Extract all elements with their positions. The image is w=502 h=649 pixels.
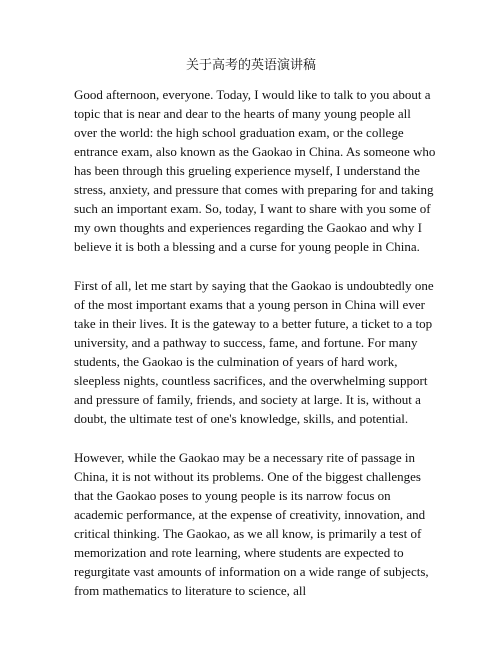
paragraph-importance: First of all, let me start by saying that the Gaokao is undoubtedly one of the most important exams that a young person in China will ever take in their lives. It is the gateway to a better future, a ticket to a top university, and a pathway to success, fame, and fortune. For many students, the Gaokao is the culmination of years of hard work, sleepless nights, countless sacrifices, and the overwhelming support and pressure of family, friends, and society at large. It is, without a doubt, the ultimate test of one's knowledge, skills, and potential. <box>74 278 434 426</box>
document-title: 关于高考的英语演讲稿 <box>185 57 316 72</box>
document-body <box>74 85 436 620</box>
paragraph-problems: However, while the Gaokao may be a necessary rite of passage in China, it is not without its problems. One of the biggest challenges that the Gaokao poses to young people is its narrow focus on academic performance, at the expense of creativity, innovation, and critical thinking. The Gaokao, as we all know, is primarily a test of memorization and rote learning, where students are expected to regurgitate vast amounts of information on a wide range of subjects, from mathematics to literature to science, all <box>74 450 429 598</box>
paragraph-intro: Good afternoon, everyone. Today, I would like to talk to you about a topic that is near and dear to the hearts of many young people all over the world: the high school graduation exam, or the college entrance exam, also known as the Gaokao in China. As someone who has been through this grueling experience myself, I understand the stress, anxiety, and pressure that comes with preparing for and taking such an important exam. So, today, I want to share with you some of my own thoughts and experiences regarding the Gaokao and why I believe it is both a blessing and a curse for young people in China. <box>74 87 436 254</box>
